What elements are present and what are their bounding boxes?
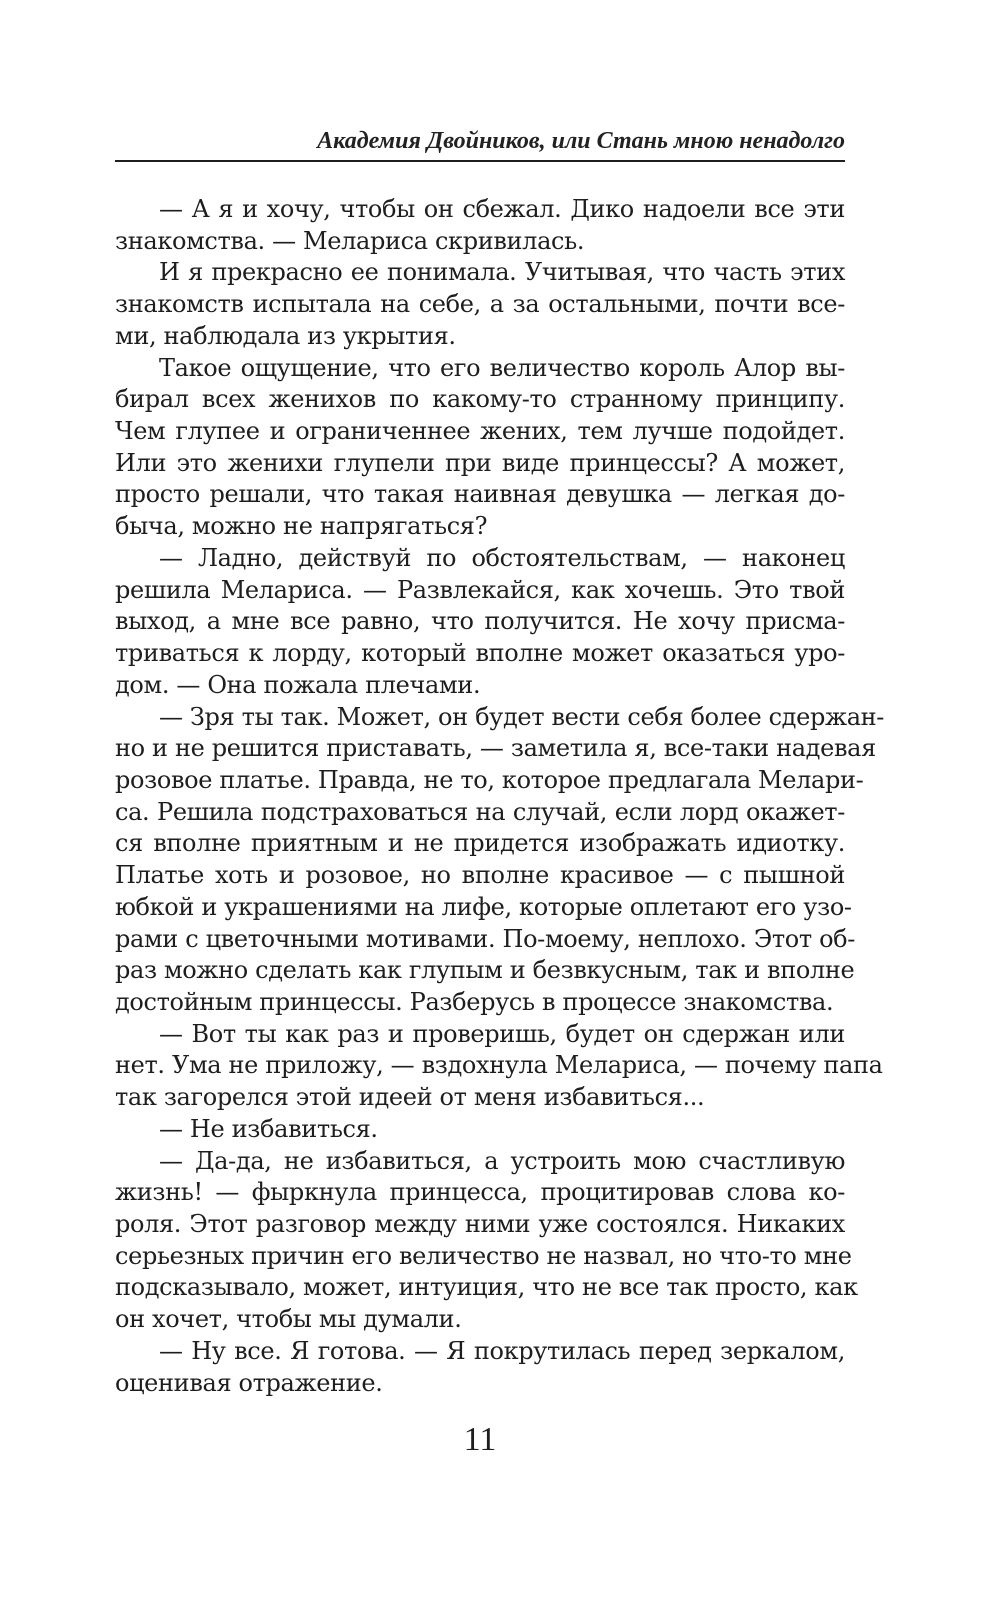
text-line: — Ладно, действуй по обстоятельствам, — наконец [159,543,845,572]
text-line: ся вполне приятным и не придется изображать идиотку. [115,829,845,858]
running-head-title: Академия Двойников, или Стань мною ненадолго [317,128,845,154]
text-line: бирал всех женихов по какому-то странному принципу. [115,385,845,414]
text-line: — Да-да, не избавиться, а устроить мою счастливую [159,1146,845,1175]
text-line: жизнь! — фыркнула принцесса, процитировав слова ко- [115,1178,845,1207]
text-line: серьезных причин его величество не назвал, но что-то мне [115,1241,852,1270]
text-line: — А я и хочу, чтобы он сбежал. Дико надоели все эти [159,195,845,223]
text-line: оценивая отражение. [115,1368,383,1397]
text-line: нет. Ума не приложу, — вздохнула Мелариса, — почему папа [115,1051,883,1080]
text-line: триваться к лорду, который вполне может оказаться уро- [115,639,845,668]
header-rule [115,160,845,162]
text-line: выход, а мне все равно, что получится. Не хочу присма- [115,607,845,636]
body-text [115,194,885,1399]
text-line: но и не решится приставать, — заметила я, все-таки надевая [115,734,876,763]
text-line: са. Решила подстраховаться на случай, если лорд окажет- [115,797,845,826]
text-line: подсказывало, может, интуиция, что не все так просто, как [115,1273,858,1302]
text-line: он хочет, чтобы мы думали. [115,1305,462,1334]
text-line: дом. — Она пожала плечами. [115,670,481,699]
text-line: И я прекрасно ее понимала. Учитывая, что часть этих [159,258,845,287]
page-number: 11 [463,1421,497,1458]
text-line: знакомства. — Мелариса скривилась. [115,226,585,255]
text-line: достойным принцессы. Разберусь в процессе знакомства. [115,987,834,1016]
text-line: Или это женихи глупели при виде принцессы? А может, [115,448,845,477]
text-line: раз можно сделать как глупым и безвкусным, так и вполне [115,956,855,985]
text-line: юбкой и украшениями на лифе, которые оплетают его узо- [115,892,852,921]
text-line: просто решали, что такая наивная девушка — легкая до- [115,480,845,509]
text-line: быча, можно не напрягаться? [115,512,488,541]
text-line: — Вот ты как раз и проверишь, будет он сдержан или [159,1019,845,1048]
text-line: решила Мелариса. — Развлекайся, как хочешь. Это твой [115,575,845,604]
text-line: — Не избавиться. [159,1114,378,1143]
text-line: — Зря ты так. Может, он будет вести себя более сдержан- [159,702,885,731]
text-line: ми, наблюдала из укрытия. [115,321,456,350]
text-line: Платье хоть и розовое, но вполне красивое — с пышной [115,861,845,890]
text-line: знакомств испытала на себе, а за остальными, почти все- [115,290,845,319]
text-line: рами с цветочными мотивами. По-моему, неплохо. Этот об- [115,924,856,953]
text-line: Такое ощущение, что его величество король Алор вы- [159,353,845,382]
text-line: так загорелся этой идеей от меня избавиться... [115,1083,705,1112]
text-line: розовое платье. Правда, не то, которое предлагала Мелари- [115,765,864,794]
text-line: Чем глупее и ограниченнее жених, тем лучше подойдет. [115,417,845,446]
text-line: роля. Этот разговор между ними уже состоялся. Никаких [115,1210,845,1238]
text-line: — Ну все. Я готова. — Я покрутилась перед зеркалом, [159,1336,845,1365]
